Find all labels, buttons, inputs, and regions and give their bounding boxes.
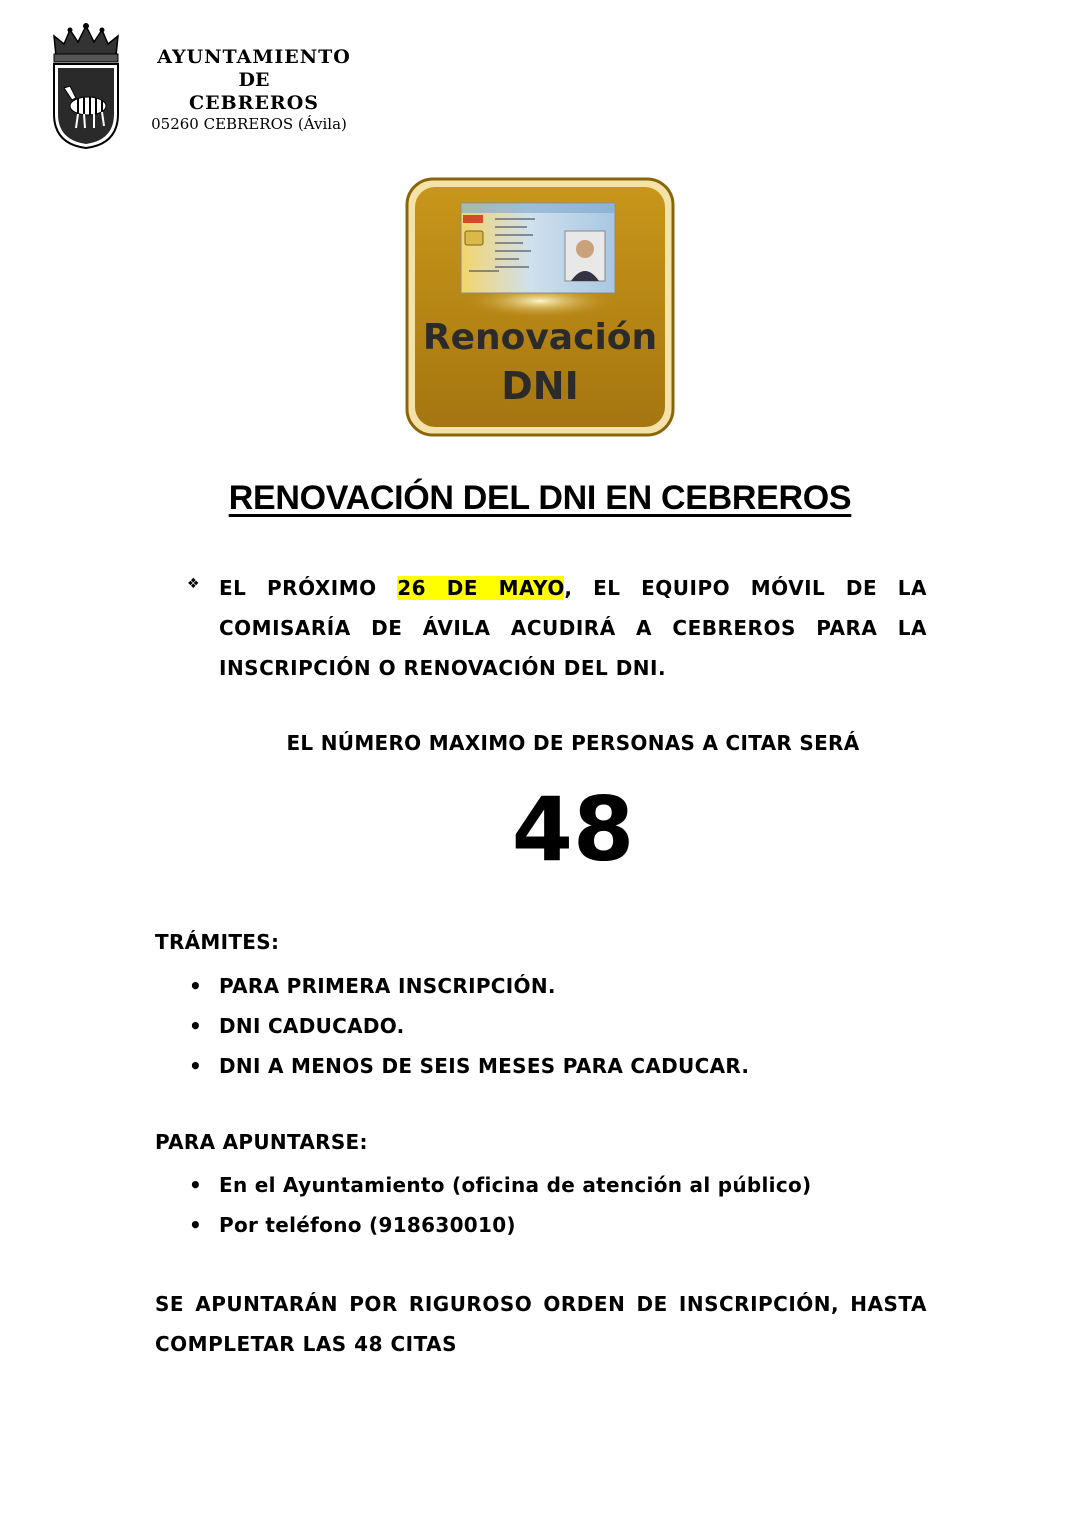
bullet-icon: • <box>189 1054 203 1078</box>
letterhead <box>48 22 388 152</box>
org-line-1: AYUNTAMIENTO <box>157 46 351 68</box>
apuntarse-list <box>155 1165 811 1245</box>
id-card-icon <box>461 203 615 293</box>
bullet-icon: • <box>189 1213 203 1237</box>
municipal-crest-icon <box>48 22 124 150</box>
org-line-3: CEBREROS <box>189 92 319 114</box>
badge-line-2: DNI <box>501 364 579 408</box>
closing-text: SE APUNTARÁN POR RIGUROSO ORDEN DE INSCRIPCIÓN, HASTA COMPLETAR LAS 48 CITAS <box>155 1292 927 1356</box>
list-item <box>155 1205 811 1245</box>
list-item <box>155 966 749 1006</box>
list-item <box>155 1046 749 1086</box>
tramites-list <box>155 966 749 1086</box>
organization-name <box>134 46 374 134</box>
max-people-number: 48 <box>511 778 635 881</box>
bullet-icon: • <box>189 1014 203 1038</box>
renovacion-dni-badge <box>405 177 675 437</box>
list-item-text: DNI A MENOS DE SEIS MESES PARA CADUCAR. <box>219 1054 750 1078</box>
badge-line-1: Renovación <box>422 317 658 358</box>
intro-before: EL PRÓXIMO <box>219 576 398 600</box>
max-people-text: EL NÚMERO MAXIMO DE PERSONAS A CITAR SERÁ <box>286 731 860 755</box>
list-item-text: PARA PRIMERA INSCRIPCIÓN. <box>219 974 556 998</box>
org-address: 05260 CEBREROS (Ávila) <box>151 115 347 133</box>
intro-after: , EL EQUIPO MÓVIL DE LA COMISARÍA DE ÁVILA ACUDIRÁ A CEBREROS PARA LA INSCRIPCIÓN O RENOVACIÓN DEL DNI. <box>219 576 928 680</box>
list-item-text: Por teléfono (918630010) <box>219 1213 516 1237</box>
bullet-icon: • <box>189 974 203 998</box>
apuntarse-heading: PARA APUNTARSE: <box>155 1130 368 1154</box>
list-item-text: En el Ayuntamiento (oficina de atención al público) <box>219 1173 812 1197</box>
intro-text <box>219 568 927 688</box>
org-line-2: DE <box>238 69 270 91</box>
bullet-icon: • <box>189 1173 203 1197</box>
tramites-heading: TRÁMITES: <box>155 930 280 954</box>
closing-paragraph <box>155 1284 927 1364</box>
highlighted-date: 26 DE MAYO <box>397 576 565 600</box>
diamond-bullet-icon: ❖ <box>187 576 200 592</box>
page-title: RENOVACIÓN DEL DNI EN CEBREROS <box>228 479 852 517</box>
list-item <box>155 1165 811 1205</box>
intro-paragraph <box>187 568 927 688</box>
list-item <box>155 1006 749 1046</box>
list-item-text: DNI CADUCADO. <box>219 1014 405 1038</box>
